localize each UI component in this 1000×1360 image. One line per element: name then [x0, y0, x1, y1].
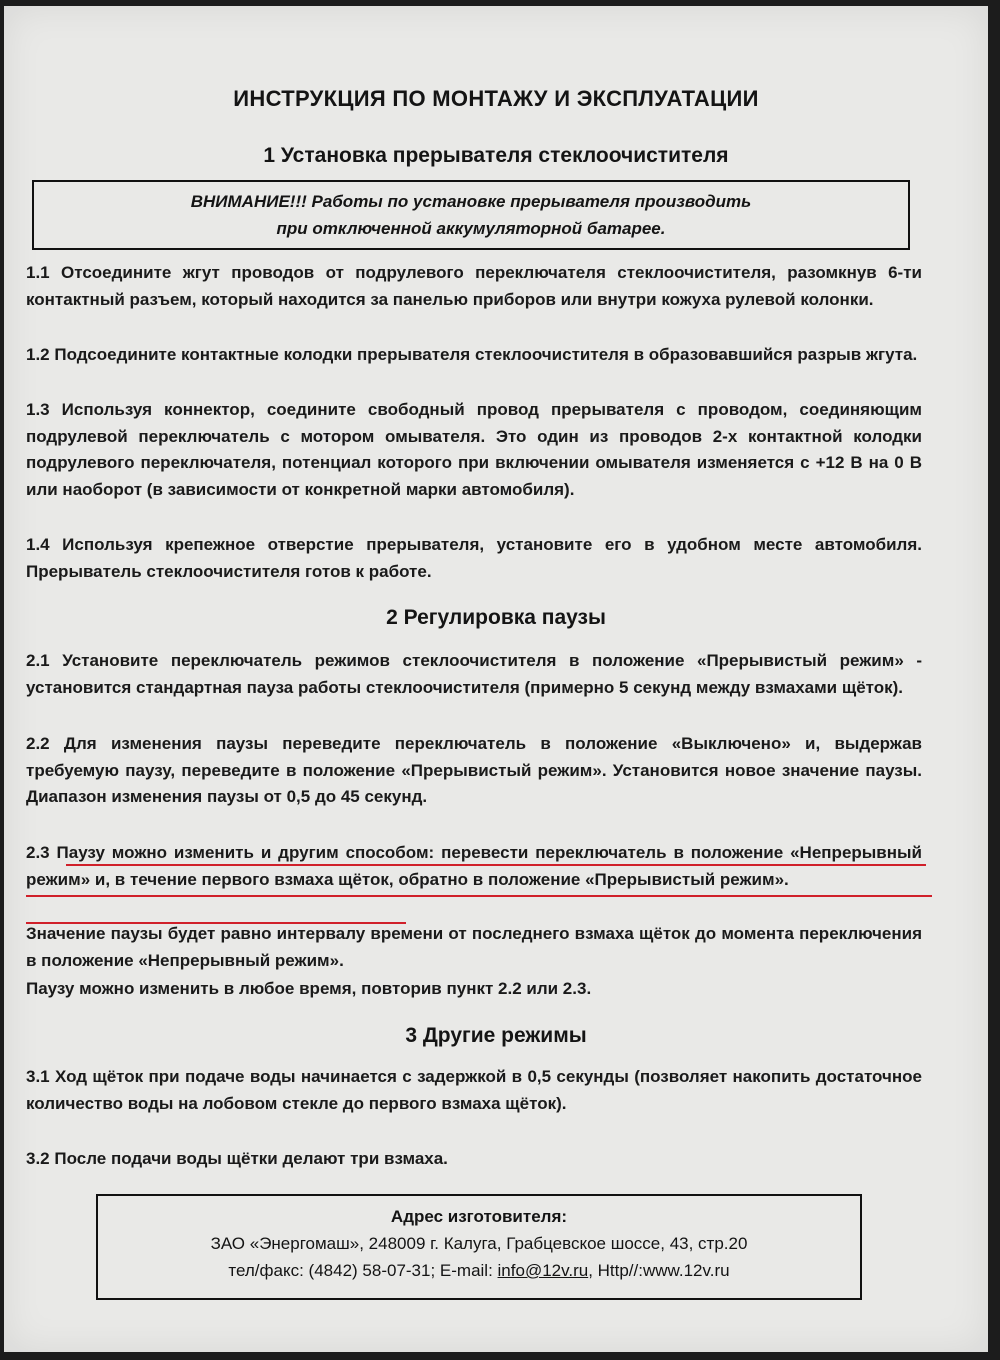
item-1-1: 1.1 Отсоедините жгут проводов от подрулевого переключателя стеклоочистителя, разомкнув 6-ти контактный разъем, который находится за панелью приборов или внутри кожуха рулевой колонки. — [26, 263, 922, 309]
item-1-4: 1.4 Используя крепежное отверстие прерывателя, установите его в удобном месте автомобиля. Прерыватель стеклоочистителя готов к работе. — [26, 535, 922, 581]
email-link[interactable]: info@12v.ru — [497, 1261, 589, 1280]
item-2-note: Значение паузы будет равно интервалу времени от последнего взмаха щёток до момента переключения в положение «Непрерывный режим». — [26, 924, 922, 970]
warning-line-2: при отключенной аккумуляторной батарее. — [276, 219, 666, 238]
highlight-underline-1 — [66, 864, 926, 866]
section-1-heading: 1 Установка прерывателя стеклоочистителя — [263, 144, 729, 167]
section-2-heading: 2 Регулировка паузы — [386, 606, 606, 629]
manufacturer-heading: Адрес изготовителя: — [390, 1207, 568, 1226]
highlight-underline-2 — [26, 895, 932, 897]
warning-box — [32, 180, 910, 250]
website-text: , Http//:www.12v.ru — [588, 1261, 730, 1280]
item-2-3: 2.3 Паузу можно изменить и другим способом: перевести переключатель в положение «Непрерывный режим» и, в течение первого взмаха щёток, обратно в положение «Прерывистый режим». — [26, 843, 922, 889]
manufacturer-box — [96, 1194, 862, 1300]
item-1-2: 1.2 Подсоедините контактные колодки прерывателя стеклоочистителя в образовавшийся разрыв жгута. — [26, 345, 918, 364]
manufacturer-address: ЗАО «Энергомаш», 248009 г. Калуга, Грабцевское шоссе, 43, стр.20 — [210, 1234, 748, 1253]
item-3-1: 3.1 Ход щёток при подаче воды начинается с задержкой в 0,5 секунды (позволяет накопить достаточное количество воды на лобовом стекле до первого взмаха щёток). — [26, 1067, 922, 1113]
section-3-heading: 3 Другие режимы — [405, 1024, 587, 1047]
page-title: ИНСТРУКЦИЯ ПО МОНТАЖУ И ЭКСПЛУАТАЦИИ — [233, 86, 759, 111]
item-2-2: 2.2 Для изменения паузы переведите переключатель в положение «Выключено» и, выдержав требуемую паузу, переведите в положение «Прерывистый режим». Установится новое значение паузы. Диапазон изменения паузы от 0,5 до 45 секунд. — [26, 734, 922, 806]
instruction-sheet — [4, 6, 988, 1352]
warning-line-1: ВНИМАНИЕ!!! Работы по установке прерывателя производить — [190, 192, 752, 211]
manufacturer-contacts — [98, 1257, 860, 1284]
item-2-repeat: Паузу можно изменить в любое время, повторив пункт 2.2 или 2.3. — [26, 979, 592, 998]
item-3-2: 3.2 После подачи воды щётки делают три взмаха. — [26, 1149, 448, 1168]
contacts-phone: тел/факс: (4842) 58-07-31; E-mail: — [228, 1261, 498, 1280]
item-1-3: 1.3 Используя коннектор, соедините свободный провод прерывателя с проводом, соединяющим подрулевой переключатель с мотором омывателя. Это один из проводов 2-х контактной колодки подрулевого переключателя, потенциал которого при включении омывателя изменяется с +12 В на 0 В или наоборот (в зависимости от конкретной марки автомобиля). — [26, 400, 922, 499]
item-2-1: 2.1 Установите переключатель режимов стеклоочистителя в положение «Прерывистый режим» - установится стандартная пауза работы стеклоочистителя (примерно 5 секунд между взмахами щёток). — [26, 651, 922, 697]
